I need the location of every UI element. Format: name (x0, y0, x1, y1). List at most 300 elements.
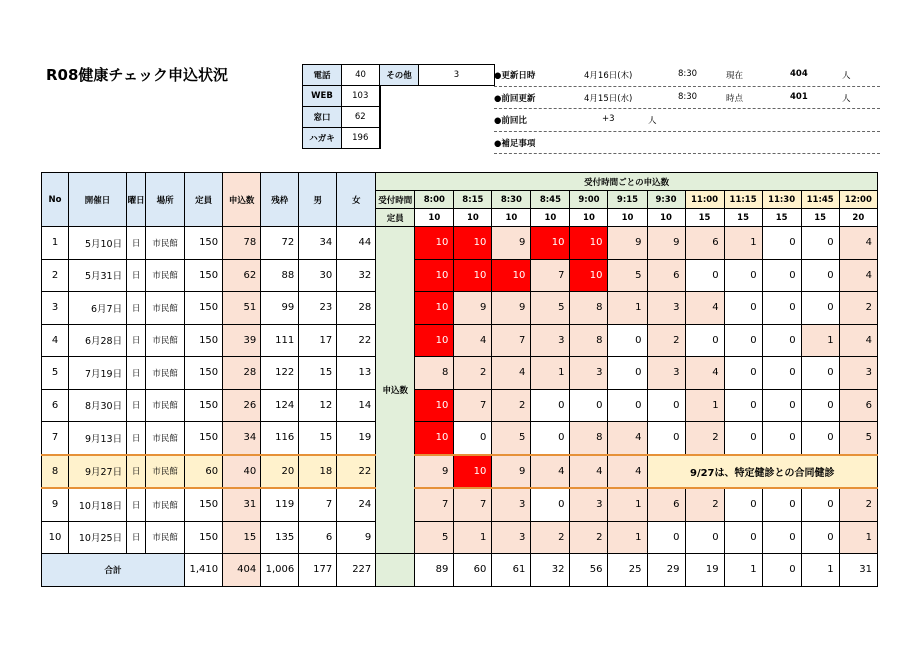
row-female: 14 (337, 389, 376, 422)
slot-cell: 10 (570, 259, 608, 292)
table-row (42, 455, 878, 489)
row-remaining: 135 (261, 521, 299, 554)
slot-cell: 0 (762, 422, 801, 455)
header-place: 場所 (146, 173, 185, 227)
slot-cell: 6 (647, 488, 685, 521)
slot-cell: 3 (531, 324, 570, 357)
slot-time-header: 8:45 (531, 191, 570, 209)
table-row (42, 324, 878, 357)
row-capacity: 60 (185, 455, 223, 489)
slot-cell: 9 (492, 455, 531, 489)
slot-cell: 2 (839, 292, 877, 325)
update-date: 4月16日(木) (584, 71, 633, 81)
total-capacity: 1,410 (185, 554, 223, 587)
diff-label: ●前回比 (494, 116, 527, 126)
slot-cell: 5 (415, 521, 454, 554)
total-slot-cell: 1 (801, 554, 839, 587)
slot-cell: 9 (415, 455, 454, 489)
slot-capacity-header: 10 (415, 209, 454, 227)
slot-cell: 0 (685, 324, 724, 357)
slot-cell: 0 (685, 521, 724, 554)
slot-time-header: 9:00 (570, 191, 608, 209)
slot-capacity-header: 10 (647, 209, 685, 227)
slot-cell: 2 (531, 521, 570, 554)
slot-cell: 0 (724, 389, 762, 422)
row-applied: 15 (223, 521, 261, 554)
slot-cell: 3 (839, 357, 877, 390)
slot-cell: 2 (839, 488, 877, 521)
slot-cell: 10 (415, 422, 454, 455)
slot-cell: 8 (570, 422, 608, 455)
window-count: 62 (342, 107, 380, 128)
prev-count: 401 (790, 91, 808, 102)
slot-cell: 10 (454, 259, 492, 292)
row-capacity: 150 (185, 389, 223, 422)
row-applied: 62 (223, 259, 261, 292)
total-slot-cell: 56 (570, 554, 608, 587)
row-weekday: 日 (127, 389, 146, 422)
slot-time-header: 12:00 (839, 191, 877, 209)
row-date: 10月25日 (69, 521, 127, 554)
row-capacity: 150 (185, 227, 223, 260)
row-place: 市民館 (146, 389, 185, 422)
update-time: 8:30 (678, 69, 698, 79)
slot-cell: 0 (647, 422, 685, 455)
row-weekday: 日 (127, 324, 146, 357)
note-label: ●補足事項 (494, 138, 536, 149)
slot-cell: 2 (685, 488, 724, 521)
slot-cell: 9 (647, 227, 685, 260)
total-female: 227 (337, 554, 376, 587)
header-date: 開催日 (69, 173, 127, 227)
slot-cell: 0 (531, 488, 570, 521)
row-male: 34 (299, 227, 337, 260)
header-female: 女 (337, 173, 376, 227)
slot-cell: 0 (762, 227, 801, 260)
point-label: 時点 (726, 93, 744, 104)
row-date: 6月7日 (69, 292, 127, 325)
row-applied: 51 (223, 292, 261, 325)
row-male: 15 (299, 357, 337, 390)
row-weekday: 日 (127, 422, 146, 455)
row-female: 28 (337, 292, 376, 325)
slot-cell: 10 (415, 259, 454, 292)
slot-cell: 0 (724, 357, 762, 390)
row-place: 市民館 (146, 455, 185, 489)
row-remaining: 72 (261, 227, 299, 260)
header-slot-time: 受付時間 (376, 191, 415, 209)
slot-cell: 2 (454, 357, 492, 390)
prev-row (494, 87, 880, 110)
row-weekday: 日 (127, 292, 146, 325)
row-female: 22 (337, 324, 376, 357)
row-weekday: 日 (127, 357, 146, 390)
postcard-label: ハガキ (303, 128, 342, 149)
slot-capacity-header: 10 (454, 209, 492, 227)
header-remaining: 残枠 (261, 173, 299, 227)
slot-cell: 0 (724, 488, 762, 521)
slot-cell: 10 (454, 455, 492, 489)
slot-cell: 7 (454, 488, 492, 521)
row-date: 9月27日 (69, 455, 127, 489)
slot-cell: 2 (647, 324, 685, 357)
row-applied: 78 (223, 227, 261, 260)
note-row (494, 132, 880, 155)
slot-cell: 0 (762, 521, 801, 554)
row-place: 市民館 (146, 357, 185, 390)
slot-cell: 2 (570, 521, 608, 554)
slot-capacity-header: 10 (531, 209, 570, 227)
slot-cell: 0 (724, 521, 762, 554)
total-slot-cell: 0 (762, 554, 801, 587)
application-table (41, 172, 878, 587)
tel-count: 40 (342, 65, 380, 86)
row-female: 13 (337, 357, 376, 390)
slot-cell: 7 (415, 488, 454, 521)
table-row (42, 357, 878, 390)
total-row (42, 554, 878, 587)
row-no: 9 (42, 488, 69, 521)
slot-cell: 8 (570, 324, 608, 357)
row-remaining: 119 (261, 488, 299, 521)
row-remaining: 124 (261, 389, 299, 422)
slot-cell: 0 (647, 389, 685, 422)
slot-capacity-header: 15 (685, 209, 724, 227)
total-slot-cell: 89 (415, 554, 454, 587)
slot-cell: 4 (685, 357, 724, 390)
slot-cell: 1 (685, 389, 724, 422)
slot-cell: 9 (492, 227, 531, 260)
slot-cell: 4 (608, 455, 647, 489)
joint-exam-note: 9/27は、特定健診との合同健診 (647, 455, 878, 489)
slot-time-header: 11:30 (762, 191, 801, 209)
row-date: 10月18日 (69, 488, 127, 521)
slot-cell: 0 (801, 227, 839, 260)
slot-cell: 7 (531, 259, 570, 292)
slot-time-header: 9:15 (608, 191, 647, 209)
slot-capacity-header: 15 (724, 209, 762, 227)
slot-cell: 2 (492, 389, 531, 422)
update-row (494, 64, 880, 87)
row-no: 10 (42, 521, 69, 554)
slot-cell: 1 (531, 357, 570, 390)
slot-cell: 7 (492, 324, 531, 357)
total-slot-cell: 32 (531, 554, 570, 587)
slot-time-header: 11:15 (724, 191, 762, 209)
row-remaining: 111 (261, 324, 299, 357)
row-place: 市民館 (146, 422, 185, 455)
slot-capacity-header: 20 (839, 209, 877, 227)
row-date: 5月10日 (69, 227, 127, 260)
total-side-blank (376, 554, 415, 587)
row-capacity: 150 (185, 324, 223, 357)
slot-cell: 8 (570, 292, 608, 325)
current-count: 404 (790, 69, 808, 79)
slot-cell: 0 (762, 324, 801, 357)
slot-cell: 0 (724, 422, 762, 455)
slot-cell: 8 (415, 357, 454, 390)
total-slot-cell: 61 (492, 554, 531, 587)
row-capacity: 150 (185, 422, 223, 455)
row-female: 9 (337, 521, 376, 554)
total-slot-cell: 31 (839, 554, 877, 587)
row-applied: 40 (223, 455, 261, 489)
total-slot-cell: 1 (724, 554, 762, 587)
applied-side-label: 申込数 (376, 227, 415, 554)
row-place: 市民館 (146, 488, 185, 521)
slot-capacity-header: 15 (762, 209, 801, 227)
slot-cell: 0 (801, 259, 839, 292)
row-weekday: 日 (127, 521, 146, 554)
slot-cell: 5 (492, 422, 531, 455)
row-male: 30 (299, 259, 337, 292)
row-remaining: 20 (261, 455, 299, 489)
row-place: 市民館 (146, 521, 185, 554)
row-capacity: 150 (185, 292, 223, 325)
row-no: 7 (42, 422, 69, 455)
diff-unit: 人 (648, 116, 657, 126)
slot-capacity-header: 10 (570, 209, 608, 227)
row-applied: 31 (223, 488, 261, 521)
slot-cell: 0 (762, 488, 801, 521)
slot-cell: 3 (647, 357, 685, 390)
slot-cell: 0 (801, 389, 839, 422)
total-label: 合計 (42, 554, 185, 587)
header-male: 男 (299, 173, 337, 227)
table-row (42, 259, 878, 292)
slot-cell: 10 (570, 227, 608, 260)
row-female: 32 (337, 259, 376, 292)
slot-time-header: 8:30 (492, 191, 531, 209)
row-applied: 26 (223, 389, 261, 422)
window-label: 窓口 (303, 107, 342, 128)
slot-cell: 0 (647, 521, 685, 554)
slot-cell: 10 (492, 259, 531, 292)
row-capacity: 150 (185, 521, 223, 554)
slot-cell: 3 (492, 521, 531, 554)
row-remaining: 99 (261, 292, 299, 325)
slot-cell: 9 (608, 227, 647, 260)
slot-cell: 1 (724, 227, 762, 260)
web-count: 103 (342, 86, 380, 107)
row-no: 2 (42, 259, 69, 292)
slot-cell: 5 (608, 259, 647, 292)
slot-capacity-header: 15 (801, 209, 839, 227)
slot-cell: 4 (839, 259, 877, 292)
row-weekday: 日 (127, 227, 146, 260)
prev-label: ●前回更新 (494, 93, 536, 104)
slot-cell: 3 (570, 357, 608, 390)
slot-cell: 5 (839, 422, 877, 455)
total-slot-cell: 29 (647, 554, 685, 587)
slot-cell: 4 (608, 422, 647, 455)
slot-cell: 4 (454, 324, 492, 357)
total-male: 177 (299, 554, 337, 587)
row-date: 8月30日 (69, 389, 127, 422)
slot-cell: 0 (570, 389, 608, 422)
row-weekday: 日 (127, 259, 146, 292)
slot-cell: 0 (762, 292, 801, 325)
row-female: 19 (337, 422, 376, 455)
slot-cell: 4 (839, 324, 877, 357)
diff-row (494, 109, 880, 132)
row-remaining: 88 (261, 259, 299, 292)
diff-value: +3 (602, 114, 615, 124)
table-row (42, 227, 878, 260)
header-capacity: 定員 (185, 173, 223, 227)
total-slot-cell: 60 (454, 554, 492, 587)
slot-cell: 0 (801, 422, 839, 455)
slot-cell: 6 (839, 389, 877, 422)
slot-cell: 10 (415, 292, 454, 325)
channel-summary-table (302, 64, 495, 149)
slot-cell: 10 (531, 227, 570, 260)
slot-cell: 4 (570, 455, 608, 489)
header-applied: 申込数 (223, 173, 261, 227)
other-count: 3 (419, 65, 495, 86)
table-row (42, 488, 878, 521)
prev-time: 8:30 (678, 91, 698, 102)
slot-cell: 3 (492, 488, 531, 521)
row-no: 6 (42, 389, 69, 422)
current-label: 現在 (726, 71, 744, 81)
row-male: 23 (299, 292, 337, 325)
slot-cell: 6 (685, 227, 724, 260)
slot-cell: 10 (415, 389, 454, 422)
table-row (42, 389, 878, 422)
slot-cell: 0 (801, 292, 839, 325)
slot-cell: 0 (608, 357, 647, 390)
table-row (42, 422, 878, 455)
row-no: 3 (42, 292, 69, 325)
web-label: WEB (303, 86, 342, 107)
row-remaining: 116 (261, 422, 299, 455)
current-unit: 人 (842, 71, 851, 81)
slot-cell: 1 (839, 521, 877, 554)
slot-cell: 0 (762, 389, 801, 422)
slot-cell: 0 (608, 324, 647, 357)
row-male: 17 (299, 324, 337, 357)
row-capacity: 150 (185, 488, 223, 521)
prev-unit: 人 (842, 93, 851, 104)
row-male: 6 (299, 521, 337, 554)
slot-time-header: 9:30 (647, 191, 685, 209)
row-remaining: 122 (261, 357, 299, 390)
slot-cell: 0 (454, 422, 492, 455)
row-no: 8 (42, 455, 69, 489)
slot-time-header: 11:00 (685, 191, 724, 209)
row-male: 12 (299, 389, 337, 422)
slot-cell: 1 (454, 521, 492, 554)
header-no: No (42, 173, 69, 227)
slot-cell: 0 (531, 422, 570, 455)
slot-cell: 5 (531, 292, 570, 325)
slot-cell: 0 (724, 292, 762, 325)
slot-cell: 0 (762, 357, 801, 390)
row-female: 44 (337, 227, 376, 260)
row-applied: 28 (223, 357, 261, 390)
row-place: 市民館 (146, 227, 185, 260)
row-no: 1 (42, 227, 69, 260)
slot-time-header: 11:45 (801, 191, 839, 209)
slot-time-header: 8:15 (454, 191, 492, 209)
row-place: 市民館 (146, 259, 185, 292)
slot-cell: 9 (454, 292, 492, 325)
header-slot-capacity: 定員 (376, 209, 415, 227)
slot-cell: 0 (801, 357, 839, 390)
slot-cell: 4 (531, 455, 570, 489)
slot-cell: 10 (415, 227, 454, 260)
row-male: 7 (299, 488, 337, 521)
page-title: R08健康チェック申込状況 (46, 66, 228, 84)
slot-cell: 10 (415, 324, 454, 357)
row-date: 7月19日 (69, 357, 127, 390)
total-applied: 404 (223, 554, 261, 587)
row-date: 5月31日 (69, 259, 127, 292)
slot-cell: 0 (801, 488, 839, 521)
slot-cell: 4 (685, 292, 724, 325)
row-male: 15 (299, 422, 337, 455)
row-female: 24 (337, 488, 376, 521)
row-date: 6月28日 (69, 324, 127, 357)
slot-capacity-header: 10 (608, 209, 647, 227)
slot-cell: 0 (724, 259, 762, 292)
row-weekday: 日 (127, 455, 146, 489)
slot-cell: 10 (454, 227, 492, 260)
slot-cell: 1 (608, 488, 647, 521)
row-place: 市民館 (146, 324, 185, 357)
slot-capacity-header: 10 (492, 209, 531, 227)
slot-cell: 0 (724, 324, 762, 357)
slot-cell: 2 (685, 422, 724, 455)
header-slots-title: 受付時間ごとの申込数 (376, 173, 878, 191)
update-label: ●更新日時 (494, 71, 536, 81)
row-date: 9月13日 (69, 422, 127, 455)
slot-cell: 1 (608, 521, 647, 554)
other-label: その他 (380, 65, 419, 86)
row-place: 市民館 (146, 292, 185, 325)
total-remaining: 1,006 (261, 554, 299, 587)
slot-cell: 0 (531, 389, 570, 422)
slot-cell: 6 (647, 259, 685, 292)
slot-cell: 4 (492, 357, 531, 390)
row-male: 18 (299, 455, 337, 489)
row-no: 5 (42, 357, 69, 390)
row-applied: 34 (223, 422, 261, 455)
postcard-count: 196 (342, 128, 380, 149)
table-row (42, 292, 878, 325)
header-weekday: 曜日 (127, 173, 146, 227)
row-weekday: 日 (127, 488, 146, 521)
row-no: 4 (42, 324, 69, 357)
prev-date: 4月15日(水) (584, 93, 633, 104)
row-capacity: 150 (185, 259, 223, 292)
slot-time-header: 8:00 (415, 191, 454, 209)
slot-cell: 3 (570, 488, 608, 521)
slot-cell: 0 (685, 259, 724, 292)
slot-cell: 0 (762, 259, 801, 292)
row-female: 22 (337, 455, 376, 489)
slot-cell: 9 (492, 292, 531, 325)
tel-label: 電話 (303, 65, 342, 86)
slot-cell: 0 (608, 389, 647, 422)
update-info (494, 64, 880, 154)
table-row (42, 521, 878, 554)
slot-cell: 1 (801, 324, 839, 357)
row-capacity: 150 (185, 357, 223, 390)
slot-cell: 7 (454, 389, 492, 422)
total-slot-cell: 19 (685, 554, 724, 587)
